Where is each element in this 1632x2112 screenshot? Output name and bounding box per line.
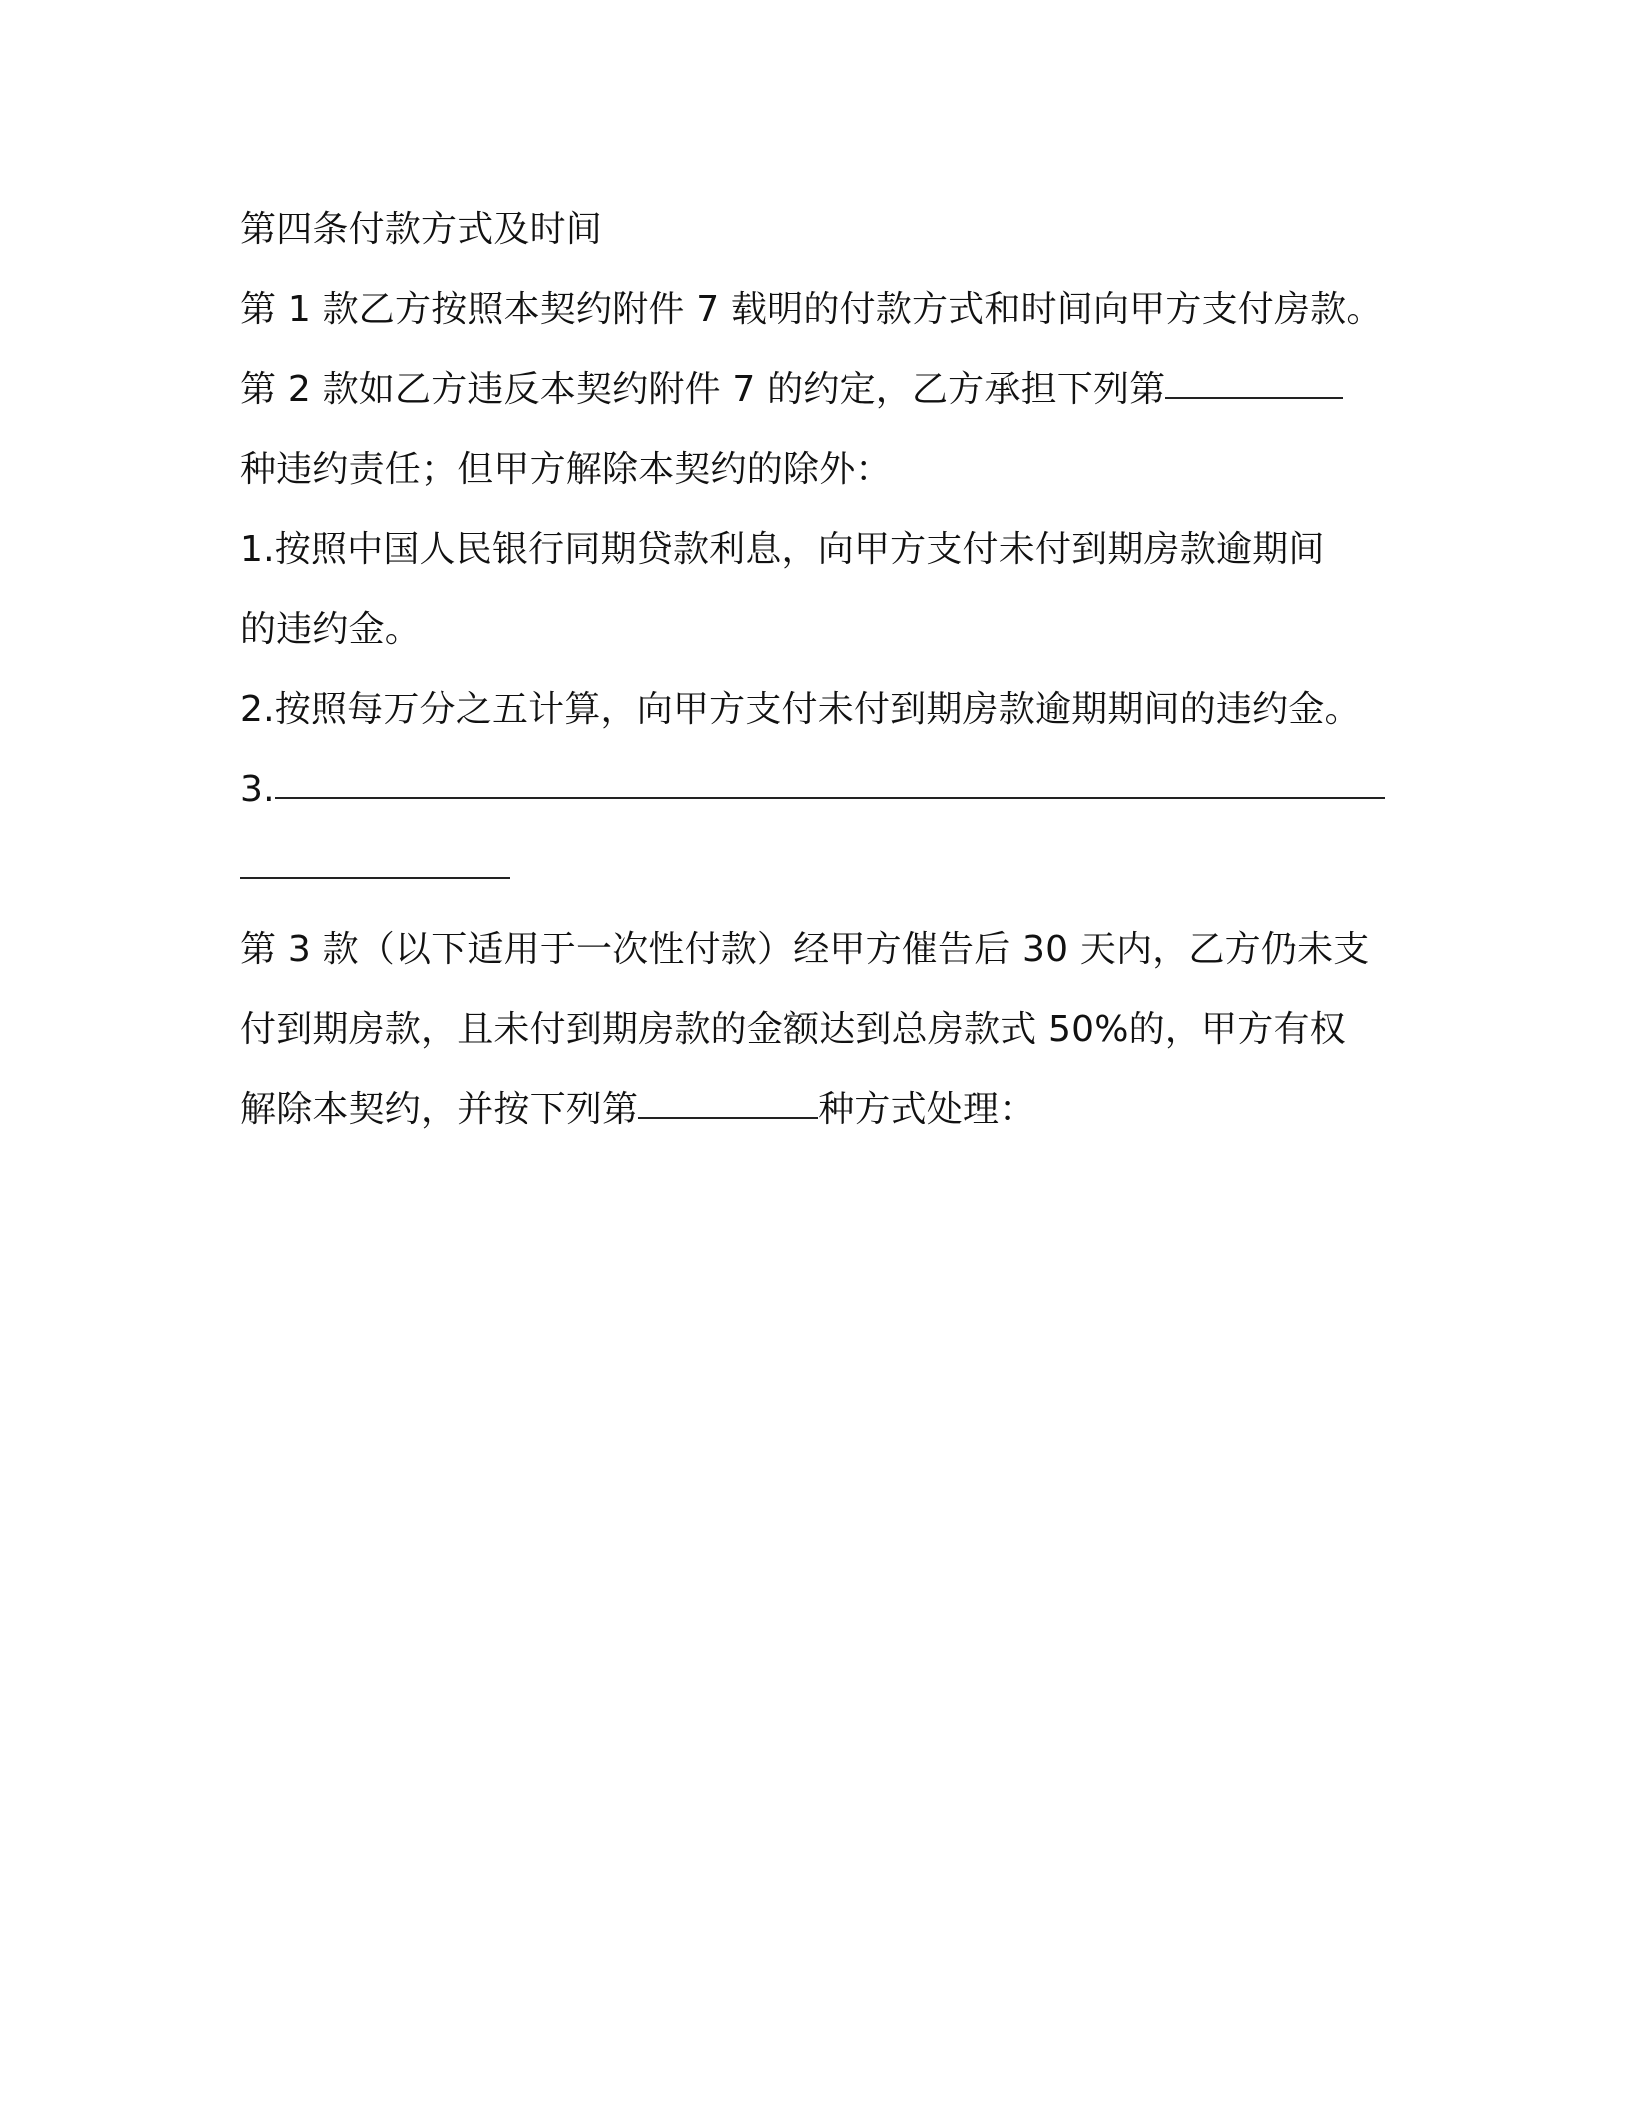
- article-heading-text: 第四条付款方式及时间: [240, 209, 603, 250]
- clause-2-line-1: [240, 350, 1400, 430]
- clause-1-text: 第 1 款乙方按照本契约附件 7 载明的付款方式和时间向甲方支付房款。: [240, 289, 1383, 330]
- document-body: [240, 190, 1400, 1150]
- clause-2-text-1: 第 2 款如乙方违反本契约附件 7 的约定，乙方承担下列第: [240, 369, 1166, 410]
- clause-3-line-1: [240, 910, 1400, 990]
- item-3-line-1: [240, 750, 1400, 830]
- clause-3-blank[interactable]: [638, 1079, 818, 1119]
- article-heading: [240, 190, 1400, 270]
- clause-3-text-1: 第 3 款（以下适用于一次性付款）经甲方催告后 30 天内，乙方仍未支: [240, 929, 1370, 970]
- item-2: [240, 670, 1400, 750]
- clause-1: [240, 270, 1400, 350]
- clause-2-blank[interactable]: [1165, 359, 1343, 399]
- clause-3-line-2: [240, 990, 1400, 1070]
- item-3-blank-2[interactable]: [240, 839, 510, 879]
- clause-2-line-2: [240, 430, 1400, 510]
- item-3-line-2: [240, 830, 1400, 910]
- item-1-line-2: [240, 590, 1400, 670]
- clause-3-text-3b: 种方式处理：: [818, 1089, 1036, 1130]
- item-2-text: 2.按照每万分之五计算，向甲方支付未付到期房款逾期期间的违约金。: [240, 689, 1361, 730]
- clause-3-line-3: [240, 1070, 1400, 1150]
- clause-3-text-3a: 解除本契约，并按下列第: [240, 1089, 639, 1130]
- clause-2-text-2: 种违约责任；但甲方解除本契约的除外：: [240, 449, 892, 490]
- item-3-blank-1[interactable]: [275, 759, 1385, 799]
- item-1-text-1: 1.按照中国人民银行同期贷款利息，向甲方支付未付到期房款逾期间: [240, 529, 1325, 570]
- clause-3-text-2: 付到期房款，且未付到期房款的金额达到总房款式 50%的，甲方有权: [240, 1009, 1346, 1050]
- item-1-text-2: 的违约金。: [240, 609, 422, 650]
- item-1-line-1: [240, 510, 1400, 590]
- item-3-prefix: 3.: [240, 769, 275, 810]
